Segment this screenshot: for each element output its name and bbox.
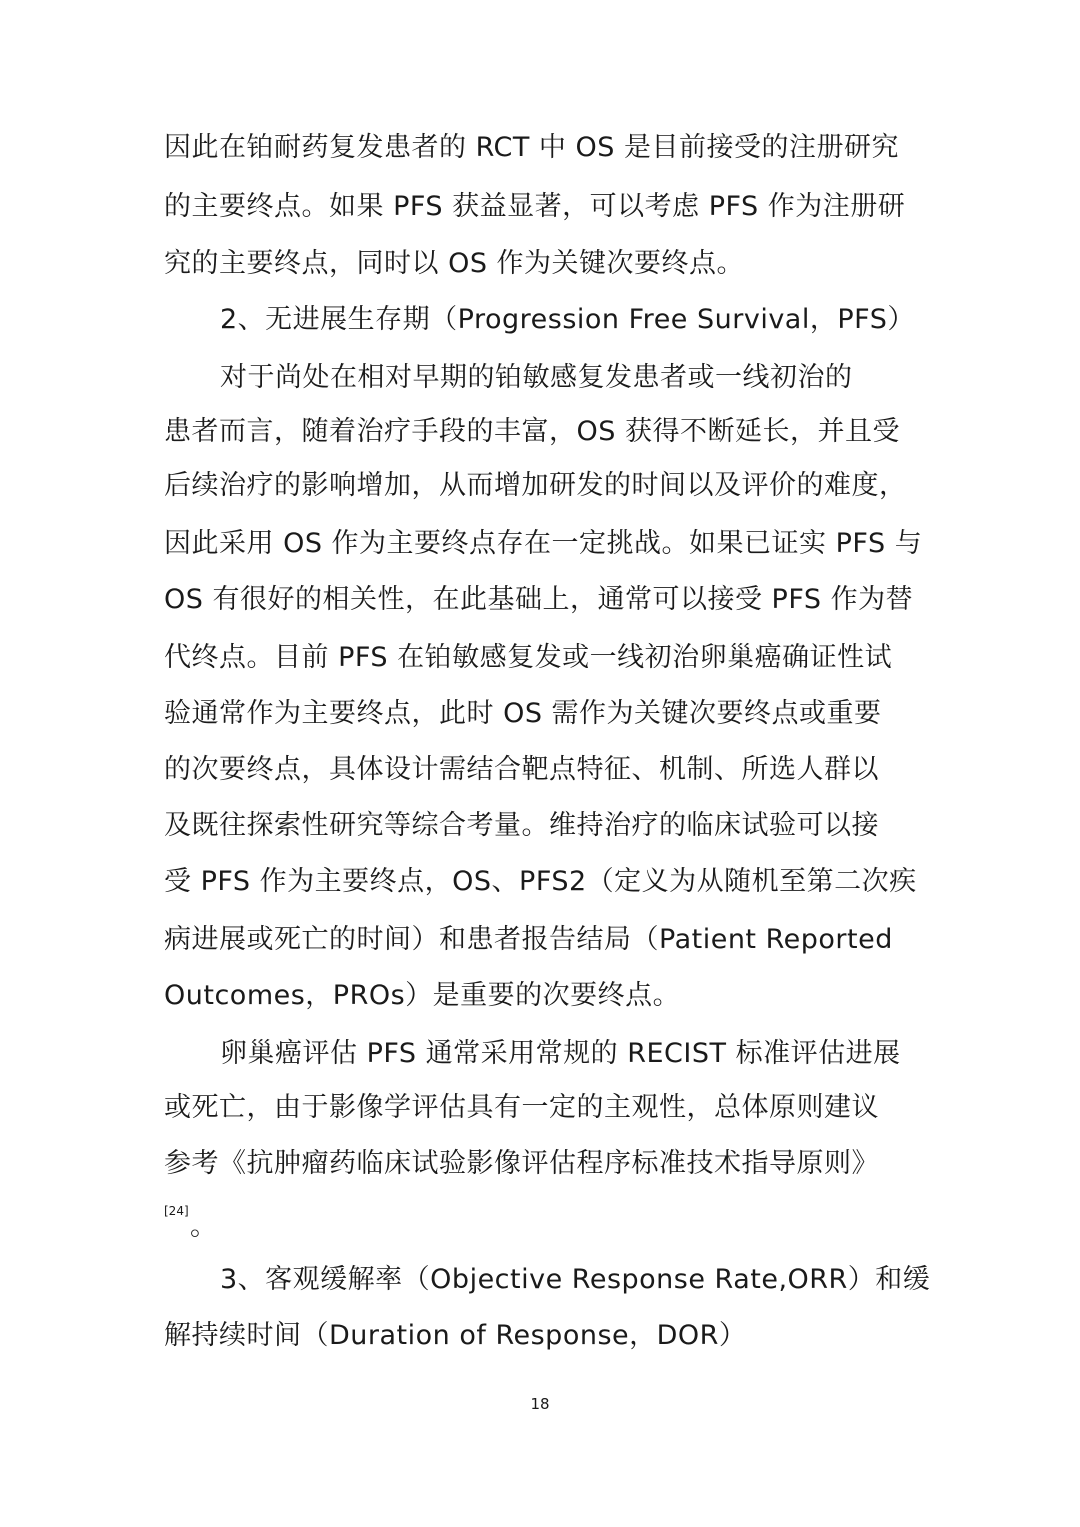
text-line: 解持续时间（Duration of Response，DOR） bbox=[164, 1320, 747, 1351]
section-heading-pfs: 2、无进展生存期（Progression Free Survival，PFS） bbox=[220, 304, 915, 335]
text-line: 的次要终点，具体设计需结合靶点特征、机制、所选人群以 bbox=[164, 754, 879, 785]
text-line: 的主要终点。如果 PFS 获益显著，可以考虑 PFS 作为注册研 bbox=[164, 191, 906, 222]
text-line: 患者而言，随着治疗手段的丰富，OS 获得不断延长，并且受 bbox=[164, 416, 900, 447]
text-line: OS 有很好的相关性，在此基础上，通常可以接受 PFS 作为替 bbox=[164, 584, 914, 615]
text-line: 或死亡，由于影像学评估具有一定的主观性，总体原则建议 bbox=[164, 1092, 879, 1123]
reference-tail: 。 bbox=[190, 1211, 217, 1242]
text-line: 病进展或死亡的时间）和患者报告结局（Patient Reported bbox=[164, 924, 893, 955]
text-line: 参考《抗肿瘤药临床试验影像评估程序标准技术指导原则》 bbox=[164, 1148, 879, 1179]
text-line: 验通常作为主要终点，此时 OS 需作为关键次要终点或重要 bbox=[164, 698, 882, 729]
text-line: 因此在铂耐药复发患者的 RCT 中 OS 是目前接受的注册研究 bbox=[164, 132, 899, 163]
text-line: 受 PFS 作为主要终点，OS、PFS2（定义为从随机至第二次疾 bbox=[164, 866, 917, 897]
text-line: 代终点。目前 PFS 在铂敏感复发或一线初治卵巢癌确证性试 bbox=[164, 642, 893, 673]
text-line: 卵巢癌评估 PFS 通常采用常规的 RECIST 标准评估进展 bbox=[220, 1038, 901, 1069]
text-line: 因此采用 OS 作为主要终点存在一定挑战。如果已证实 PFS 与 bbox=[164, 528, 923, 559]
text-line: 对于尚处在相对早期的铂敏感复发患者或一线初治的 bbox=[220, 362, 853, 393]
section-heading-orr: 3、客观缓解率（Objective Response Rate,ORR）和缓 bbox=[220, 1264, 931, 1295]
reference-mark: [24] bbox=[164, 1204, 189, 1218]
page-number: 18 bbox=[530, 1395, 550, 1413]
text-line: 及既往探索性研究等综合考量。维持治疗的临床试验可以接 bbox=[164, 810, 879, 841]
text-line: 后续治疗的影响增加，从而增加研发的时间以及评价的难度， bbox=[164, 470, 907, 501]
text-line: Outcomes，PROs）是重要的次要终点。 bbox=[164, 980, 681, 1011]
text-line: 究的主要终点，同时以 OS 作为关键次要终点。 bbox=[164, 248, 745, 279]
